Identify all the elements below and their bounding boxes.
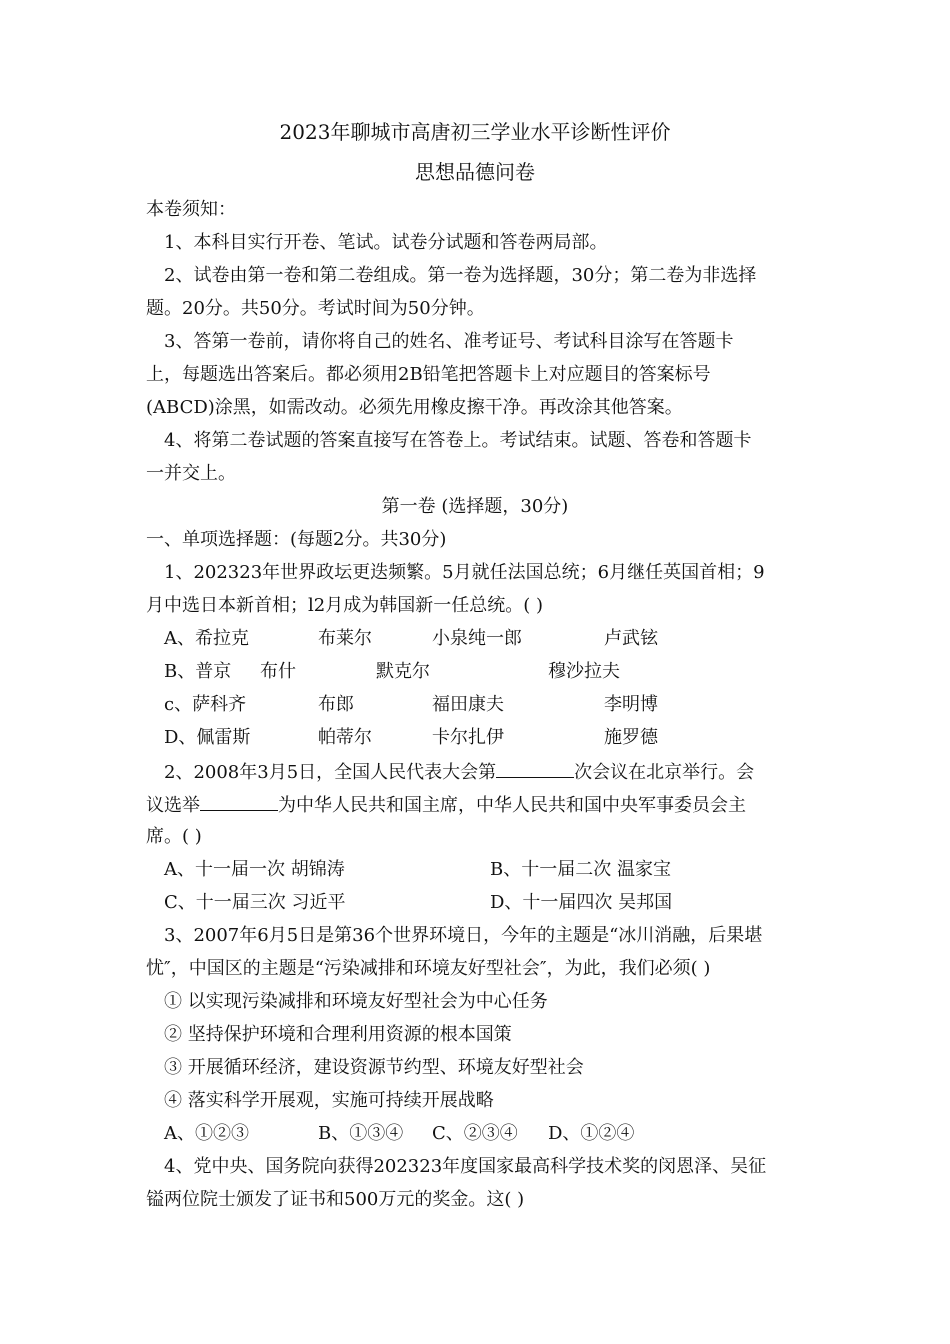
q2-stem-text: 2、2008年3月5日，全国人民代表大会第	[164, 762, 497, 783]
section-title: 第一卷 (选择题，30分)	[381, 496, 569, 517]
q1-option-cell: c、萨科齐	[164, 694, 247, 715]
notice-line: 上，每题选出答案后。都必须用2B铅笔把答题卡上对应题目的答案标号	[146, 364, 711, 385]
notice-heading: 本卷须知：	[146, 199, 236, 220]
q2-option-c: C、十一届三次 习近平	[164, 892, 346, 913]
q1-option-cell: D、佩雷斯	[164, 727, 251, 748]
q2-stem-text: 次会议在北京举行。会	[574, 762, 755, 783]
notice-line: 2、试卷由第一卷和第二卷组成。第一卷为选择题，30分；第二卷为非选择	[164, 265, 757, 286]
q3-item: ① 以实现污染减排和环境友好型社会为中心任务	[164, 991, 548, 1012]
fill-in-blank	[200, 792, 278, 811]
q4-stem: 4、党中央、国务院向获得202323年度国家最高科学技术奖的闵恩泽、吴征	[164, 1156, 767, 1177]
notice-line: 题。20分。共50分。考试时间为50分钟。	[146, 298, 485, 319]
q2-option-d: D、十一届四次 吴邦国	[490, 892, 673, 913]
q1-option-cell: 布什	[260, 661, 296, 682]
q4-stem: 镒两位院士颁发了证书和500万元的奖金。这( )	[146, 1189, 525, 1210]
page-title: 2023年聊城市高唐初三学业水平诊断性评价	[279, 120, 671, 144]
q3-item: ③ 开展循环经济，建设资源节约型、环境友好型社会	[164, 1057, 584, 1078]
q2-stem-text: 为中华人民共和国主席，中华人民共和国中央军事委员会主	[278, 795, 746, 816]
q1-option-cell: 李明博	[604, 694, 658, 715]
q1-option-cell: 帕蒂尔	[318, 727, 372, 748]
q1-option-cell: 布莱尔	[318, 628, 372, 649]
q1-option-cell: 布郎	[318, 694, 354, 715]
q1-option-cell: 施罗德	[604, 727, 658, 748]
q2-stem	[164, 759, 754, 785]
q2-stem: 席。( )	[146, 826, 202, 847]
page-subtitle: 思想品德问卷	[415, 160, 535, 184]
q1-option-cell: 穆沙拉夫	[548, 661, 620, 682]
q3-stem: 忧″，中国区的主题是“污染减排和环境友好型社会″，为此，我们必须( )	[146, 958, 711, 979]
notice-line: 3、答第一卷前，请你将自己的姓名、准考证号、考试科目涂写在答题卡	[164, 331, 734, 352]
q3-option-d: D、①②④	[548, 1123, 635, 1144]
notice-line: 一并交上。	[146, 463, 236, 484]
q3-item: ② 坚持保护环境和合理利用资源的根本国策	[164, 1024, 512, 1045]
q1-option-cell: 卡尔扎伊	[432, 727, 504, 748]
q1-option-cell: 福田康夫	[432, 694, 504, 715]
q3-option-b: B、①③④	[318, 1123, 404, 1144]
q1-stem: 月中选日本新首相；l2月成为韩国新一任总统。( )	[146, 595, 543, 616]
notice-line: 4、将第二卷试题的答案直接写在答卷上。考试结束。试题、答卷和答题卡	[164, 430, 752, 451]
q2-stem-text: 议选举	[146, 795, 200, 816]
q3-option-c: C、②③④	[432, 1123, 518, 1144]
q1-option-cell: B、普京	[164, 661, 232, 682]
q2-stem	[146, 792, 746, 818]
notice-line: (ABCD)涂黑，如需改动。必须先用橡皮擦干净。再改涂其他答案。	[146, 397, 683, 418]
q3-option-a: A、①②③	[164, 1123, 249, 1144]
q1-stem: 1、202323年世界政坛更迭频繁。5月就任法国总统；6月继任英国首相；9	[164, 562, 765, 583]
q2-option-a: A、十一届一次 胡锦涛	[164, 859, 345, 880]
q1-option-cell: A、希拉克	[164, 628, 249, 649]
q2-option-b: B、十一届二次 温家宝	[490, 859, 671, 880]
q1-option-cell: 默克尔	[376, 661, 430, 682]
q1-option-cell: 卢武铉	[604, 628, 658, 649]
q1-option-cell: 小泉纯一郎	[432, 628, 522, 649]
notice-line: 1、本科目实行开卷、笔试。试卷分试题和答卷两局部。	[164, 232, 608, 253]
q3-item: ④ 落实科学开展观，实施可持续开展战略	[164, 1090, 494, 1111]
q3-stem: 3、2007年6月5日是第36个世界环境日，今年的主题是“冰川消融，后果堪	[164, 925, 763, 946]
fill-in-blank	[496, 759, 574, 778]
part-heading: 一、单项选择题：(每题2分。共30分)	[146, 529, 447, 550]
